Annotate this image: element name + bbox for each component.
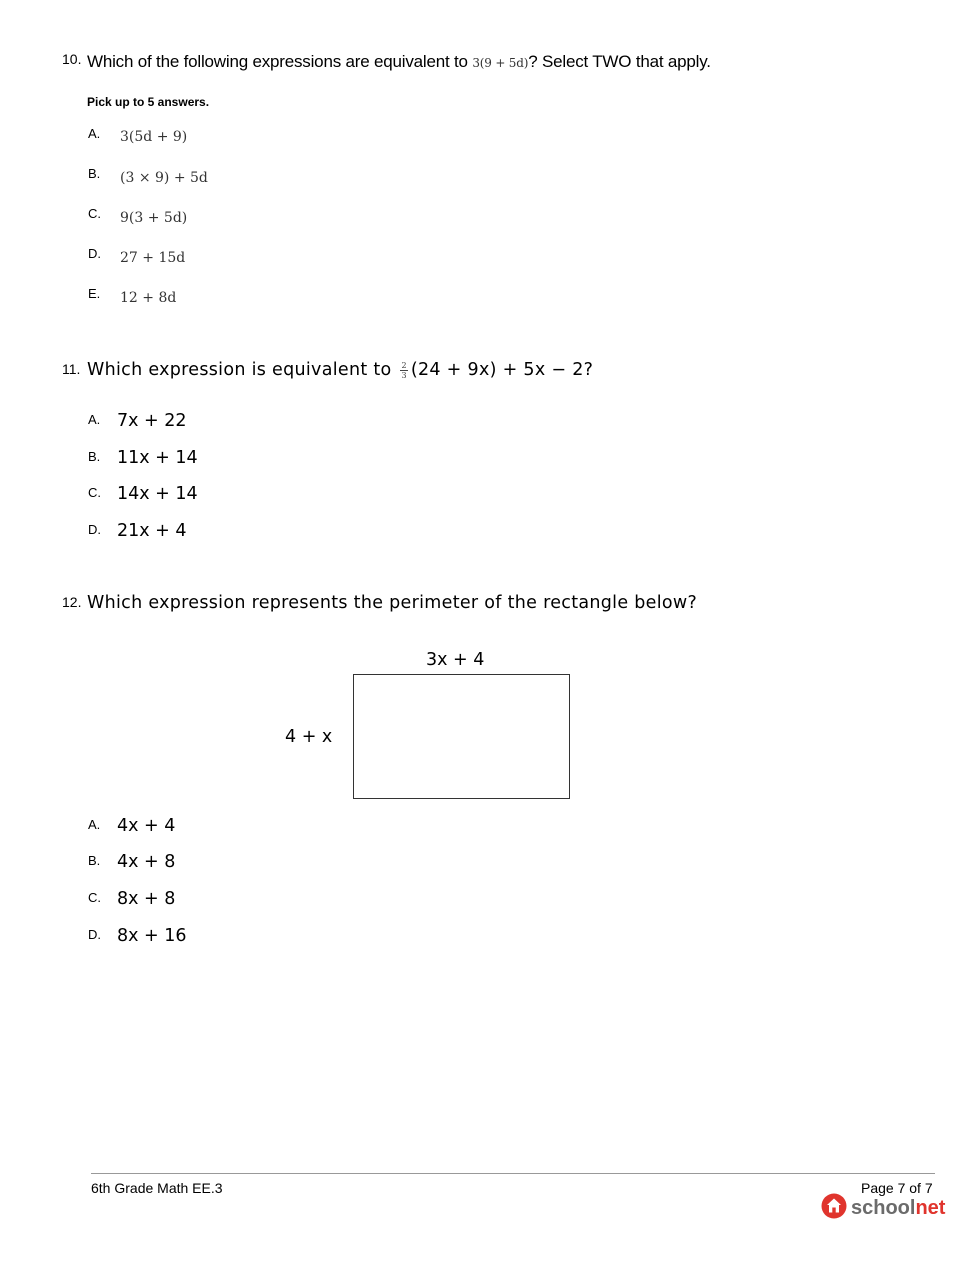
q11-option-a[interactable]: 7x + 22 — [117, 411, 187, 431]
q11-option-d-letter[interactable]: D. — [88, 522, 101, 537]
rectangle-figure — [353, 674, 570, 799]
footer-title: 6th Grade Math EE.3 — [91, 1180, 223, 1196]
q10-text-after: ? Select TWO that apply. — [528, 52, 711, 71]
q11-option-c[interactable]: 14x + 14 — [117, 484, 198, 504]
q10-option-c[interactable]: 9(3 + 5d) — [120, 210, 188, 226]
q10-instruction: Pick up to 5 answers. — [87, 95, 210, 109]
house-icon — [821, 1193, 847, 1224]
rectangle-top-label: 3x + 4 — [426, 650, 485, 670]
q11-option-c-letter[interactable]: C. — [88, 485, 101, 500]
q11-fraction-numerator: 2 — [401, 360, 407, 370]
q11-option-d[interactable]: 21x + 4 — [117, 521, 187, 541]
q12-option-a[interactable]: 4x + 4 — [117, 816, 176, 836]
q11-option-b-letter[interactable]: B. — [88, 449, 101, 464]
q10-question — [87, 52, 711, 72]
q10-option-e-letter[interactable]: E. — [88, 286, 101, 301]
logo-wordmark — [851, 1197, 945, 1220]
q10-expression: 3(9 + 5d) — [472, 56, 529, 70]
q10-option-c-letter[interactable]: C. — [88, 206, 101, 221]
q10-option-b-letter[interactable]: B. — [88, 166, 101, 181]
q10-number: 10. — [62, 51, 82, 67]
footer-divider — [91, 1173, 935, 1174]
q12-question: Which expression represents the perimeter of the rectangle below? — [87, 593, 698, 613]
q11-option-a-letter[interactable]: A. — [88, 412, 101, 427]
q11-question — [87, 360, 593, 380]
logo-part-school: school — [851, 1197, 916, 1219]
q12-option-c[interactable]: 8x + 8 — [117, 889, 176, 909]
q12-option-a-letter[interactable]: A. — [88, 817, 101, 832]
q10-option-a[interactable]: 3(5d + 9) — [120, 129, 188, 145]
q11-option-b[interactable]: 11x + 14 — [117, 448, 198, 468]
q11-text-after: (24 + 9x) + 5x − 2? — [410, 360, 594, 380]
q10-option-e[interactable]: 12 + 8d — [120, 290, 177, 306]
q10-option-d[interactable]: 27 + 15d — [120, 250, 186, 266]
q12-option-b[interactable]: 4x + 8 — [117, 852, 176, 872]
q12-option-d[interactable]: 8x + 16 — [117, 926, 187, 946]
q12-number: 12. — [62, 594, 82, 610]
q11-text-before: Which expression is equivalent to — [87, 360, 392, 380]
q10-option-a-letter[interactable]: A. — [88, 126, 101, 141]
q10-option-b[interactable]: (3 × 9) + 5d — [120, 170, 208, 186]
logo-part-net: net — [915, 1197, 946, 1219]
q12-option-d-letter[interactable]: D. — [88, 927, 101, 942]
q11-number: 11. — [62, 361, 81, 377]
q11-fraction-denominator: 3 — [401, 370, 407, 380]
page-indicator: Page 7 of 7 — [861, 1180, 933, 1196]
q10-option-d-letter[interactable]: D. — [88, 246, 101, 261]
q11-fraction — [400, 361, 407, 380]
q12-option-b-letter[interactable]: B. — [88, 853, 101, 868]
rectangle-side-label: 4 + x — [285, 727, 333, 747]
q12-option-c-letter[interactable]: C. — [88, 890, 101, 905]
schoolnet-logo — [821, 1193, 945, 1224]
q10-text-before: Which of the following expressions are equivalent to — [87, 52, 468, 71]
